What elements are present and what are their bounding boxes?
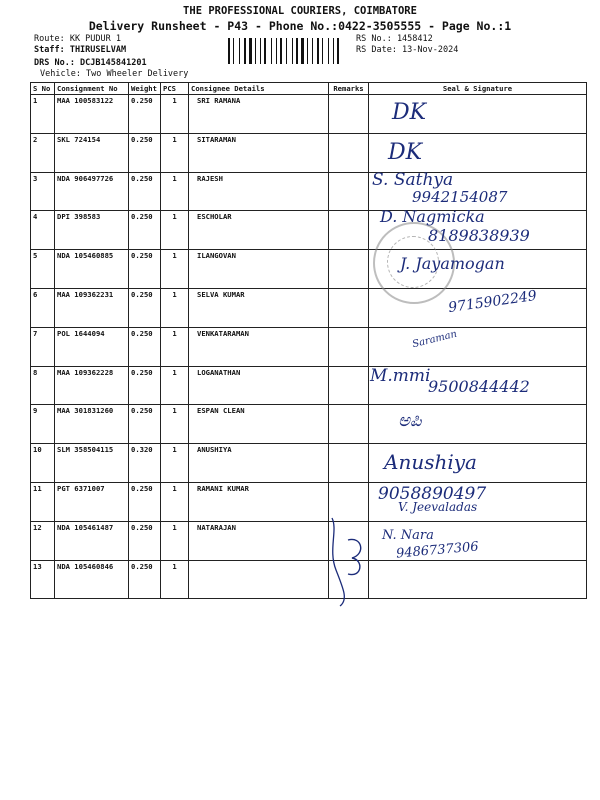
consignment-cell: NDA 105460885 — [55, 250, 129, 289]
consignment-cell: SKL 724154 — [55, 133, 129, 172]
signature-12-phone: 9486737306 — [395, 539, 480, 562]
rs-number: RS No.: 1458412 — [356, 34, 433, 44]
remarks-cell — [329, 95, 369, 134]
rs-date: RS Date: 13-Nov-2024 — [356, 45, 459, 55]
sno-cell: 13 — [31, 560, 55, 599]
signature-11-name: V. Jeevaladas — [398, 500, 478, 514]
table-row — [31, 95, 587, 134]
header-sno: S No — [31, 83, 55, 95]
weight-cell: 0.250 — [129, 405, 161, 444]
consignment-cell: MAA 301831260 — [55, 405, 129, 444]
weight-cell: 0.320 — [129, 444, 161, 483]
remarks-cell — [329, 288, 369, 327]
table-row — [31, 521, 587, 560]
staff-text: Staff: THIRUSELVAM — [34, 45, 127, 55]
barcode-bar — [330, 38, 332, 64]
barcode-bar — [267, 38, 270, 64]
consignee-cell: ANUSHIYA — [189, 444, 329, 483]
pcs-cell: 1 — [161, 250, 189, 289]
barcode-bar — [262, 38, 263, 64]
route-text: Route: KK PUDUR 1 — [34, 34, 121, 44]
table-row — [31, 405, 587, 444]
signature-6-phone: 9715902249 — [447, 287, 538, 317]
consignee-cell: SRI RAMANA — [189, 95, 329, 134]
consignment-cell: NDA 105461487 — [55, 521, 129, 560]
sno-cell: 9 — [31, 405, 55, 444]
consignment-cell: POL 1644094 — [55, 327, 129, 366]
consignee-cell: ILANGOVAN — [189, 250, 329, 289]
barcode-bar — [253, 38, 254, 64]
barcode-bar — [260, 38, 261, 64]
barcode-bar — [317, 38, 319, 64]
pcs-cell: 1 — [161, 560, 189, 599]
table-row — [31, 482, 587, 521]
weight-cell: 0.250 — [129, 250, 161, 289]
sno-cell: 4 — [31, 211, 55, 250]
barcode-bar — [296, 38, 298, 64]
table-row — [31, 133, 587, 172]
barcode-bar — [283, 38, 285, 64]
sno-cell: 1 — [31, 95, 55, 134]
barcode-bar — [309, 38, 311, 64]
consignment-cell: MAA 100583122 — [55, 95, 129, 134]
barcode-bar — [337, 38, 339, 64]
barcode-bar — [273, 38, 275, 64]
pcs-cell: 1 — [161, 95, 189, 134]
weight-cell: 0.250 — [129, 133, 161, 172]
signature-3-phone: 9942154087 — [412, 188, 508, 206]
consignee-cell: ESPAN CLEAN — [189, 405, 329, 444]
consignee-cell: LOGANATHAN — [189, 366, 329, 405]
table-row — [31, 560, 587, 599]
header-signature: Seal & Signature — [369, 83, 587, 95]
pcs-cell: 1 — [161, 211, 189, 250]
barcode-bar — [257, 38, 259, 64]
signature-4-name: D. Nagmicka — [380, 207, 485, 226]
barcode-bar — [271, 38, 272, 64]
signature-5-name: J. Jayamogan — [400, 254, 505, 273]
header-pcs: PCS — [161, 83, 189, 95]
runsheet-subtitle: Delivery Runsheet - P43 - Phone No.:0422-3505555 - Page No.:1 — [88, 19, 512, 33]
consignment-cell: DPI 398583 — [55, 211, 129, 250]
barcode-bar — [247, 38, 248, 64]
signature-cell — [369, 560, 587, 599]
weight-cell: 0.250 — [129, 288, 161, 327]
consignee-cell: SITARAMAN — [189, 133, 329, 172]
consignee-cell: VENKATARAMAN — [189, 327, 329, 366]
signature-4-phone: 8189838939 — [428, 226, 530, 245]
remarks-cell — [329, 327, 369, 366]
barcode-bar — [305, 38, 306, 64]
consignment-cell: MAA 109362231 — [55, 288, 129, 327]
barcode-bar — [307, 38, 308, 64]
pcs-cell: 1 — [161, 444, 189, 483]
consignment-cell: NDA 906497726 — [55, 172, 129, 211]
barcode-bar — [286, 38, 287, 64]
consignment-cell: SLM 358504115 — [55, 444, 129, 483]
barcode-bar — [314, 38, 316, 64]
barcode-bar — [280, 38, 282, 64]
consignee-cell: RAJESH — [189, 172, 329, 211]
remarks-scribble — [318, 510, 378, 610]
weight-cell: 0.250 — [129, 482, 161, 521]
barcode-bar — [299, 38, 300, 64]
vehicle-text: Vehicle: Two Wheeler Delivery — [40, 69, 189, 79]
barcode-bar — [301, 38, 304, 64]
barcode-bar — [328, 38, 329, 64]
table-header-row — [31, 83, 587, 95]
barcode-bar — [233, 38, 234, 64]
weight-cell: 0.250 — [129, 560, 161, 599]
signature-7-note: Saraman — [411, 328, 459, 351]
barcode-bar — [244, 38, 246, 64]
weight-cell: 0.250 — [129, 327, 161, 366]
barcode-bar — [264, 38, 266, 64]
signature-2: DK — [388, 140, 423, 165]
sno-cell: 2 — [31, 133, 55, 172]
barcode-bar — [235, 38, 238, 64]
barcode-bar — [292, 38, 293, 64]
delivery-table — [30, 82, 587, 599]
signature-9: ಅಪಿ — [398, 410, 422, 431]
barcode-bar — [231, 38, 232, 64]
barcode-bar — [288, 38, 291, 64]
table-row — [31, 444, 587, 483]
barcode-bar — [228, 38, 230, 64]
remarks-cell — [329, 366, 369, 405]
consignee-cell: SELVA KUMAR — [189, 288, 329, 327]
remarks-cell — [329, 133, 369, 172]
pcs-cell: 1 — [161, 482, 189, 521]
signature-8-phone: 9500844442 — [428, 377, 530, 396]
signature-11-phone: 9058890497 — [378, 484, 487, 504]
remarks-cell — [329, 211, 369, 250]
barcode-bar — [320, 38, 321, 64]
weight-cell: 0.250 — [129, 521, 161, 560]
sno-cell: 3 — [31, 172, 55, 211]
remarks-cell — [329, 172, 369, 211]
signature-12-name: N. Nara — [382, 528, 434, 543]
remarks-cell — [329, 444, 369, 483]
header-weight: Weight — [129, 83, 161, 95]
sno-cell: 10 — [31, 444, 55, 483]
header-remarks: Remarks — [329, 83, 369, 95]
consignee-cell: ESCHOLAR — [189, 211, 329, 250]
signature-1: DK — [392, 100, 427, 125]
weight-cell: 0.250 — [129, 95, 161, 134]
barcode-bar — [241, 38, 243, 64]
barcode-bar — [333, 38, 334, 64]
consignee-cell — [189, 560, 329, 599]
sno-cell: 5 — [31, 250, 55, 289]
weight-cell: 0.250 — [129, 366, 161, 405]
consignment-cell: PGT 6371007 — [55, 482, 129, 521]
pcs-cell: 1 — [161, 172, 189, 211]
consignment-cell: MAA 109362228 — [55, 366, 129, 405]
pcs-cell: 1 — [161, 133, 189, 172]
consignment-cell: NDA 105460846 — [55, 560, 129, 599]
barcode-bar — [239, 38, 240, 64]
drs-number: DRS No.: DCJB145841201 — [34, 58, 147, 68]
barcode-bar — [324, 38, 327, 64]
signature-10: Anushiya — [384, 450, 477, 474]
header-consignee: Consignee Details — [189, 83, 329, 95]
header-consignment: Consignment No — [55, 83, 129, 95]
barcode-bar — [249, 38, 252, 64]
barcode-bar — [322, 38, 323, 64]
sno-cell: 6 — [31, 288, 55, 327]
remarks-cell — [329, 250, 369, 289]
consignee-cell: RAMANI KUMAR — [189, 482, 329, 521]
company-title: THE PROFESSIONAL COURIERS, COIMBATORE — [183, 5, 417, 17]
weight-cell: 0.250 — [129, 211, 161, 250]
signature-8-name: M.mmi — [370, 366, 431, 386]
consignee-cell: NATARAJAN — [189, 521, 329, 560]
pcs-cell: 1 — [161, 521, 189, 560]
barcode-bar — [312, 38, 313, 64]
pcs-cell: 1 — [161, 288, 189, 327]
pcs-cell: 1 — [161, 405, 189, 444]
barcode-bar — [335, 38, 336, 64]
signature-3-name: S. Sathya — [372, 170, 454, 190]
barcode-bar — [294, 38, 295, 64]
remarks-cell — [329, 405, 369, 444]
barcode-bar — [276, 38, 277, 64]
sno-cell: 11 — [31, 482, 55, 521]
pcs-cell: 1 — [161, 366, 189, 405]
table-row — [31, 327, 587, 366]
weight-cell: 0.250 — [129, 172, 161, 211]
sno-cell: 7 — [31, 327, 55, 366]
sno-cell: 12 — [31, 521, 55, 560]
signature-cell — [369, 327, 587, 366]
barcode-bar — [255, 38, 256, 64]
barcode — [228, 38, 346, 64]
barcode-bar — [278, 38, 279, 64]
sno-cell: 8 — [31, 366, 55, 405]
pcs-cell: 1 — [161, 327, 189, 366]
